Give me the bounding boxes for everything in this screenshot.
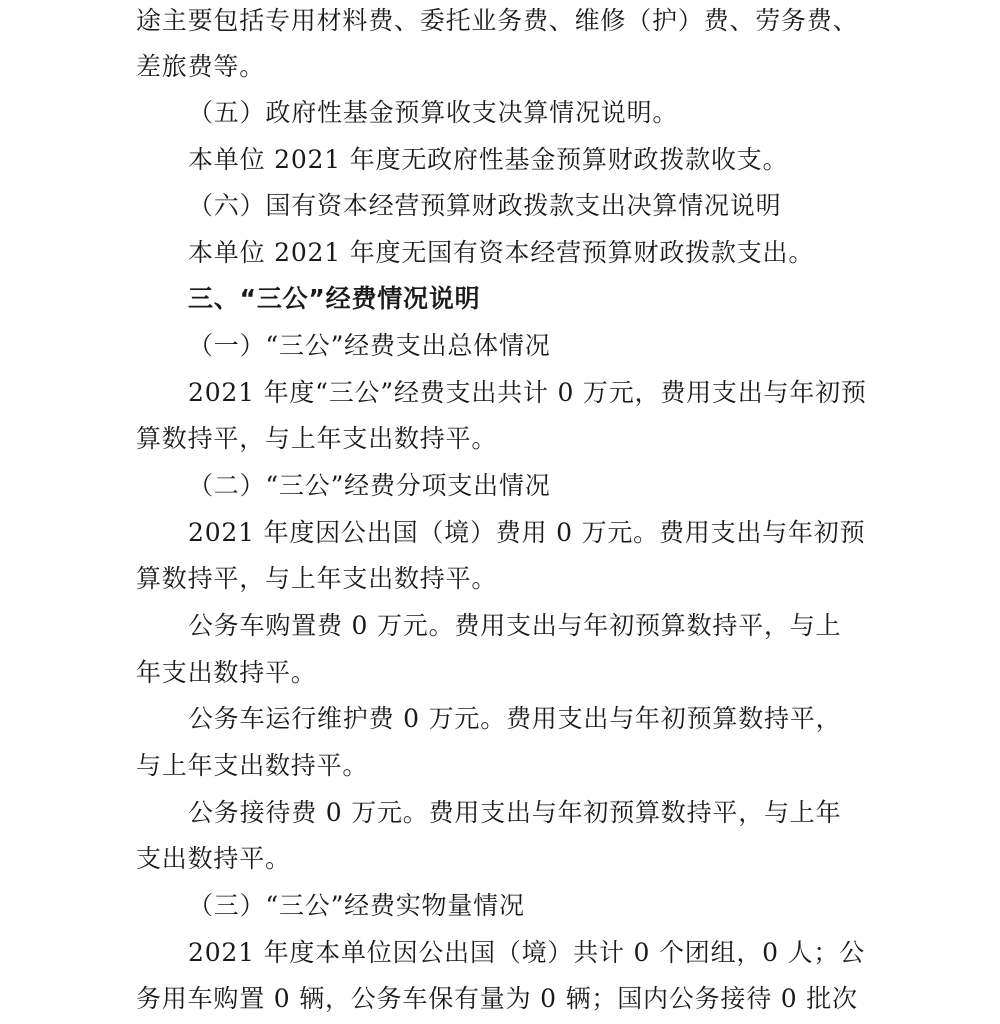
- section-heading: （二）“三公”经费分项支出情况: [188, 471, 551, 500]
- body-line: 途主要包括专用材料费、委托业务费、维修（护）费、劳务费、: [136, 6, 859, 35]
- body-line: 本单位 2021 年度无政府性基金预算财政拨款收支。: [188, 145, 789, 174]
- body-line: 公务车运行维护费 0 万元。费用支出与年初预算数持平，: [188, 704, 842, 733]
- body-line: 公务车购置费 0 万元。费用支出与年初预算数持平，与上: [188, 611, 842, 640]
- body-line: 支出数持平。: [136, 844, 291, 873]
- section-heading: （三）“三公”经费实物量情况: [188, 891, 525, 920]
- body-line: 算数持平，与上年支出数持平。: [136, 424, 498, 453]
- body-line: 公务接待费 0 万元。费用支出与年初预算数持平，与上年: [188, 798, 842, 827]
- section-heading: （六）国有资本经营预算财政拨款支出决算情况说明: [188, 191, 782, 220]
- section-heading: （五）政府性基金预算收支决算情况说明。: [188, 98, 679, 127]
- chapter-heading: 三、“三公”经费情况说明: [188, 284, 481, 313]
- body-line: 2021 年度“三公”经费支出共计 0 万元，费用支出与年初预: [188, 378, 867, 407]
- body-line: 2021 年度因公出国（境）费用 0 万元。费用支出与年初预: [188, 518, 866, 547]
- body-line: 年支出数持平。: [136, 658, 317, 687]
- body-line: 2021 年度本单位因公出国（境）共计 0 个团组，0 人；公: [188, 938, 866, 967]
- body-line: 务用车购置 0 辆，公务车保有量为 0 辆；国内公务接待 0 批次: [136, 984, 858, 1013]
- body-line: 本单位 2021 年度无国有资本经营预算财政拨款支出。: [188, 238, 815, 267]
- section-heading: （一）“三公”经费支出总体情况: [188, 331, 551, 360]
- body-line: 算数持平，与上年支出数持平。: [136, 564, 498, 593]
- body-line: 差旅费等。: [136, 52, 266, 81]
- body-line: 与上年支出数持平。: [136, 751, 369, 780]
